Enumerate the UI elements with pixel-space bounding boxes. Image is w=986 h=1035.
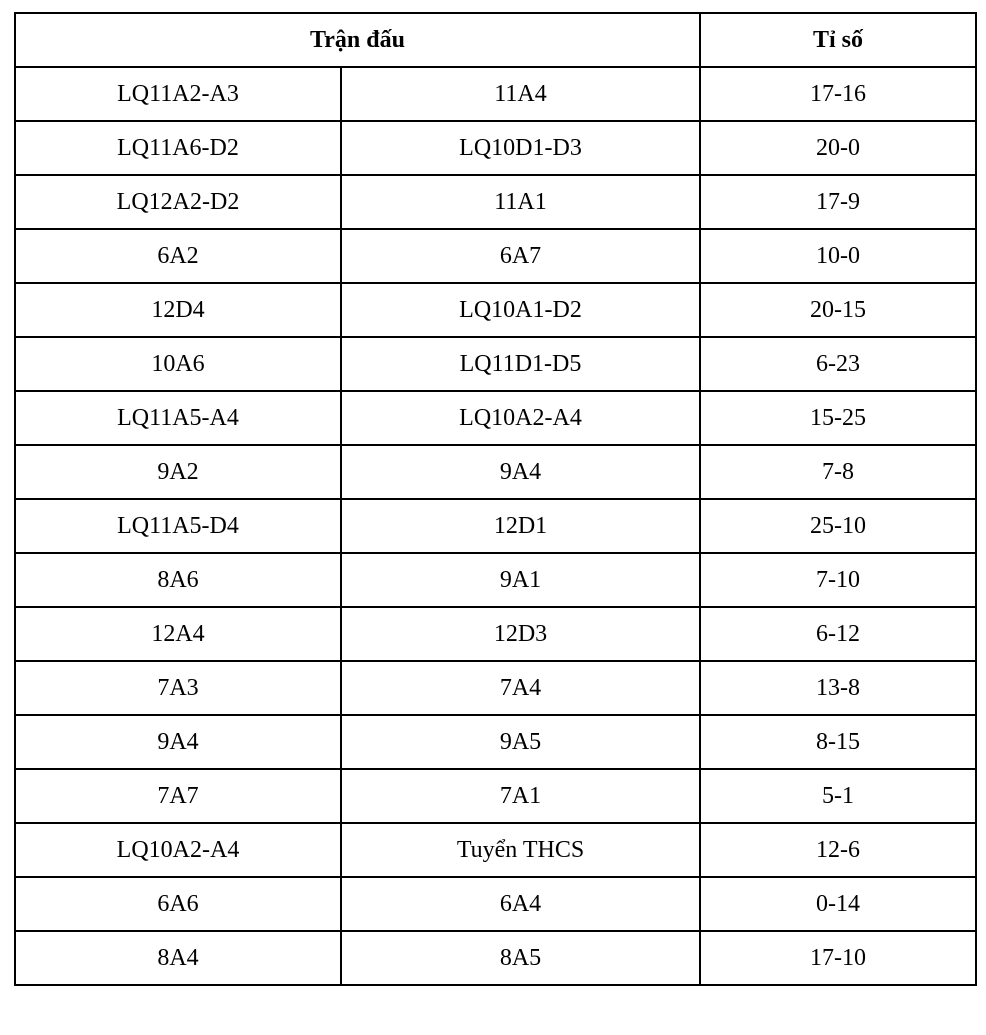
header-match: Trận đấu — [15, 13, 700, 67]
table-row — [15, 931, 976, 985]
header-row — [15, 13, 976, 67]
score-cell: 10-0 — [700, 229, 976, 283]
table-row — [15, 715, 976, 769]
table-row — [15, 67, 976, 121]
team2-cell: LQ11D1-D5 — [341, 337, 700, 391]
team1-cell: 7A3 — [15, 661, 341, 715]
team2-cell: 11A4 — [341, 67, 700, 121]
table-row — [15, 229, 976, 283]
table-row — [15, 553, 976, 607]
team1-cell: LQ11A2-A3 — [15, 67, 341, 121]
team1-cell: 12D4 — [15, 283, 341, 337]
table-row — [15, 877, 976, 931]
team2-cell: LQ10D1-D3 — [341, 121, 700, 175]
team2-cell: 8A5 — [341, 931, 700, 985]
team1-cell: 6A2 — [15, 229, 341, 283]
team1-cell: 9A2 — [15, 445, 341, 499]
team1-cell: 12A4 — [15, 607, 341, 661]
team1-cell: LQ11A5-D4 — [15, 499, 341, 553]
score-cell: 7-10 — [700, 553, 976, 607]
team1-cell: LQ10A2-A4 — [15, 823, 341, 877]
table-row — [15, 391, 976, 445]
team2-cell: 7A4 — [341, 661, 700, 715]
team1-cell: 7A7 — [15, 769, 341, 823]
score-cell: 17-10 — [700, 931, 976, 985]
score-cell: 0-14 — [700, 877, 976, 931]
team2-cell: 9A4 — [341, 445, 700, 499]
table-row — [15, 823, 976, 877]
match-results-table — [14, 12, 977, 986]
team2-cell: 6A4 — [341, 877, 700, 931]
team2-cell: 7A1 — [341, 769, 700, 823]
team2-cell: Tuyển THCS — [341, 823, 700, 877]
table-row — [15, 121, 976, 175]
results-table-wrapper — [14, 12, 977, 986]
table-row — [15, 769, 976, 823]
score-cell: 20-15 — [700, 283, 976, 337]
team2-cell: 12D1 — [341, 499, 700, 553]
score-cell: 20-0 — [700, 121, 976, 175]
score-cell: 6-12 — [700, 607, 976, 661]
score-cell: 25-10 — [700, 499, 976, 553]
score-cell: 17-16 — [700, 67, 976, 121]
team1-cell: 8A4 — [15, 931, 341, 985]
score-cell: 12-6 — [700, 823, 976, 877]
table-row — [15, 175, 976, 229]
table-row — [15, 661, 976, 715]
team1-cell: LQ11A6-D2 — [15, 121, 341, 175]
table-row — [15, 499, 976, 553]
team1-cell: 8A6 — [15, 553, 341, 607]
team2-cell: 11A1 — [341, 175, 700, 229]
score-cell: 15-25 — [700, 391, 976, 445]
team2-cell: LQ10A1-D2 — [341, 283, 700, 337]
score-cell: 13-8 — [700, 661, 976, 715]
score-cell: 5-1 — [700, 769, 976, 823]
header-score: Tỉ số — [700, 13, 976, 67]
team2-cell: 9A5 — [341, 715, 700, 769]
team1-cell: LQ11A5-A4 — [15, 391, 341, 445]
score-cell: 8-15 — [700, 715, 976, 769]
score-cell: 6-23 — [700, 337, 976, 391]
team1-cell: 6A6 — [15, 877, 341, 931]
team2-cell: 9A1 — [341, 553, 700, 607]
score-cell: 7-8 — [700, 445, 976, 499]
team1-cell: 9A4 — [15, 715, 341, 769]
team2-cell: 6A7 — [341, 229, 700, 283]
team1-cell: LQ12A2-D2 — [15, 175, 341, 229]
team2-cell: LQ10A2-A4 — [341, 391, 700, 445]
table-row — [15, 607, 976, 661]
table-row — [15, 445, 976, 499]
table-row — [15, 337, 976, 391]
table-row — [15, 283, 976, 337]
score-cell: 17-9 — [700, 175, 976, 229]
team2-cell: 12D3 — [341, 607, 700, 661]
team1-cell: 10A6 — [15, 337, 341, 391]
